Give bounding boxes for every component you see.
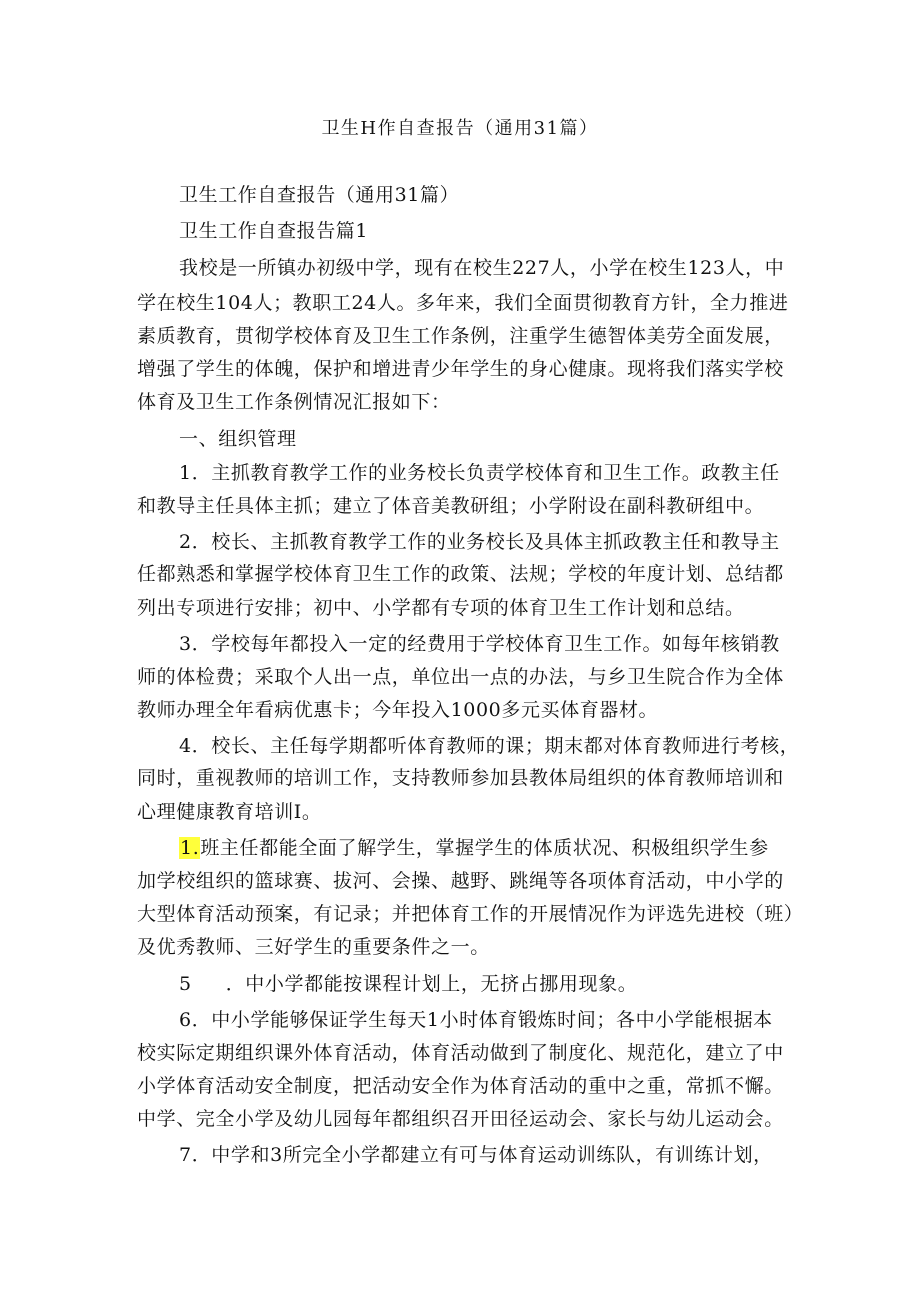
paragraph-line: 列出专项进行安排；初中、小学都有专项的体育卫生工作计划和总结。 bbox=[137, 597, 745, 619]
paragraph-text: 班主任都能全面了解学生，掌握学生的体质状况、积极组织学生参 bbox=[200, 837, 769, 859]
paragraph-line: 我校是一所镇办初级中学，现有在校生227人，小学在校生123人，中 bbox=[179, 257, 785, 279]
paragraph-line: 3．学校每年都投入一定的经费用于学校体育卫生工作。如每年核销教 bbox=[179, 633, 780, 655]
paragraph-line: 心理健康教育培训I。 bbox=[137, 801, 322, 823]
paragraph-line: 加学校组织的篮球赛、拔河、会操、越野、跳绳等各项体育活动，中小学的 bbox=[137, 870, 784, 892]
paragraph-line: 师的体检费；采取个人出一点，单位出一点的办法，与乡卫生院合作为全体 bbox=[137, 666, 784, 688]
paragraph-line: 学在校生104人；教职工24人。多年来，我们全面贯彻教育方针，全力推进 bbox=[137, 292, 789, 314]
highlighted-marker: 1. bbox=[180, 837, 200, 859]
paragraph-line: 素质教育，贯彻学校体育及卫生工作条例，注重学生德智体美劳全面发展， bbox=[137, 325, 784, 347]
paragraph-line: 1．主抓教育教学工作的业务校长负责学校体育和卫生工作。政教主任 bbox=[179, 462, 780, 484]
paragraph-line: 6．中小学能够保证学生每天1小时体育锻炼时间；各中小学能根据本 bbox=[179, 1009, 773, 1031]
item-number: 5 bbox=[179, 973, 192, 995]
paragraph-line: 校实际定期组织课外体育活动，体育活动做到了制度化、规范化，建立了中 bbox=[137, 1042, 784, 1064]
paragraph-line bbox=[179, 972, 839, 996]
section-heading: 一、组织管理 bbox=[179, 428, 297, 450]
paragraph-line: 及优秀教师、三好学生的重要条件之一。 bbox=[137, 936, 490, 958]
paragraph-line: 任都熟悉和掌握学校体育卫生工作的政策、法规；学校的年度计划、总结都 bbox=[137, 563, 784, 585]
paragraph-line bbox=[179, 836, 839, 860]
paragraph-line: 小学体育活动安全制度，把活动安全作为体育活动的重中之重，常抓不懈。 bbox=[137, 1075, 784, 1097]
section-heading: 卫生工作自查报告篇1 bbox=[179, 220, 369, 242]
paragraph-line: 7．中学和3所完全小学都建立有可与体育运动训练队，有训练计划， bbox=[179, 1144, 773, 1166]
document-title: 卫生H作自查报告（通用31篇） bbox=[321, 118, 599, 139]
paragraph-line: 中学、完全小学及幼儿园每年都组织召开田径运动会、家长与幼儿运动会。 bbox=[137, 1108, 784, 1130]
paragraph-line: 体育及卫生工作条例情况汇报如下： bbox=[137, 391, 451, 413]
subtitle-line: 卫生工作自查报告（通用31篇） bbox=[179, 184, 460, 206]
paragraph-line: 2．校长、主抓教育教学工作的业务校长及具体主抓政教主任和教导主 bbox=[179, 531, 780, 553]
paragraph-line: 和教导主任具体主抓；建立了体音美教研组；小学附设在副科教研组中。 bbox=[137, 495, 765, 517]
paragraph-line: 教师办理全年看病优惠卡；今年投入1000多元买体育器材。 bbox=[137, 699, 659, 721]
paragraph-text: ．中小学都能按课程计划上，无挤占挪用现象。 bbox=[225, 973, 638, 995]
paragraph-line: 增强了学生的体魄，保护和增进青少年学生的身心健康。现将我们落实学校 bbox=[137, 358, 784, 380]
paragraph-line: 同时，重视教师的培训工作，支持教师参加县教体局组织的体育教师培训和 bbox=[137, 767, 784, 789]
paragraph-line: 大型体育活动预案，有记录；并把体育工作的开展情况作为评选先进校（班） bbox=[137, 903, 804, 925]
paragraph-line: 4．校长、主任每学期都听体育教师的课；期末都对体育教师进行考核， bbox=[179, 735, 800, 757]
